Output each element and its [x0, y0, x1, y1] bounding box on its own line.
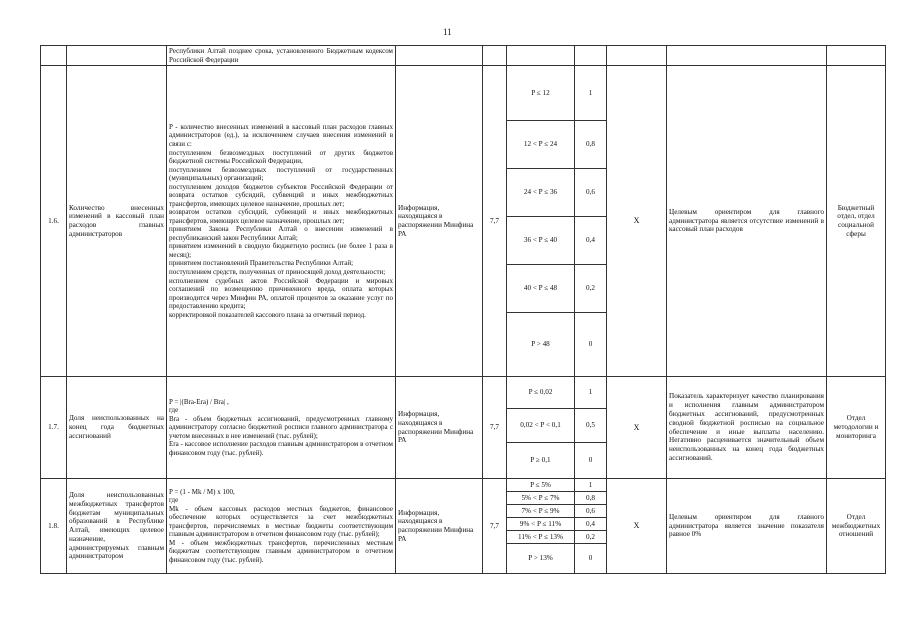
criterion-condition: 5% < P ≤ 7% — [507, 492, 575, 505]
criterion-score: 1 — [575, 479, 607, 492]
criterion-condition: P ≤ 5% — [507, 479, 575, 492]
applicability-mark: X — [607, 377, 667, 479]
formula-line: Era - кассовое исполнение расходов главным администратором в отчетном финансовом году (тыс. рублей). — [169, 440, 393, 457]
criterion-score: 0,6 — [575, 169, 607, 217]
indicator-weight: 7,7 — [483, 377, 507, 479]
indicator-number: 1.6. — [41, 66, 67, 377]
formula-line: P = (1 - Mk / M) x 100, — [169, 487, 235, 496]
formula-line: M - объем межбюджетных трансфертов, перечисленных местным бюджетам соответствующим главным администратором в отчетном финансовом году (тыс. рублей). — [169, 538, 393, 564]
criterion-condition: 9% < P ≤ 11% — [507, 518, 575, 531]
criterion-score: 0,4 — [575, 518, 607, 531]
criterion-score: 0 — [575, 443, 607, 479]
indicator-formula — [167, 377, 396, 479]
formula-line: принятием постановлений Правительства Республики Алтай; — [169, 259, 354, 268]
indicator-name: Количество внесенных изменений в кассовый план расходов главных администраторов — [67, 66, 167, 377]
criterion-score: 0,6 — [575, 505, 607, 518]
evaluation-table — [40, 45, 886, 574]
criterion-score: 0,5 — [575, 409, 607, 443]
formula-line: исполнением судебных актов Российской Федерации и мировых соглашений по возмещению причиненного вреда, оплата которых производится через Минфин РА, оплатой процентов за оказание услуг по предоставлению кредита; — [169, 276, 393, 311]
formula-line: принятием Закона Республики Алтай о внесении изменений в республиканский закон Республики Алтай; — [169, 225, 393, 242]
cont-criteria — [507, 46, 575, 66]
responsible-dept: Отдел методологии и мониторинга — [827, 377, 886, 479]
target-goal: Целевым ориентиром для главного администратора является отсутствие изменений в кассовый план расходов — [667, 66, 827, 377]
formula-line: где — [169, 406, 179, 415]
formula-line: принятием изменений в сводную бюджетную роспись (не более 1 раза в месяц); — [169, 242, 393, 259]
cont-source — [396, 46, 483, 66]
criterion-condition: P > 13% — [507, 544, 575, 574]
criterion-score: 0,8 — [575, 492, 607, 505]
data-source: Информация, находящаяся в распоряжении Минфина РА — [396, 377, 483, 479]
criterion-condition: P ≤ 0,02 — [507, 377, 575, 409]
indicator-formula — [167, 479, 396, 574]
criterion-condition: 11% < P ≤ 13% — [507, 531, 575, 544]
indicator-row — [41, 377, 886, 409]
criterion-score: 1 — [575, 66, 607, 121]
formula-line: корректировкой показателей кассового плана за отчетный период. — [169, 310, 366, 319]
data-source: Информация, находящаяся в распоряжении Минфина РА — [396, 479, 483, 574]
formula-line: где — [169, 496, 179, 505]
formula-line: поступлением доходов бюджетов субъектов Российской Федерации от возврата остатков субсидий, субвенций и иных межбюджетных трансфертов, имеющих целевое назначение, прошлых лет; — [169, 182, 393, 208]
criterion-condition: 36 < P ≤ 40 — [507, 217, 575, 265]
indicator-number: 1.8. — [41, 479, 67, 574]
criterion-condition: P ≤ 12 — [507, 66, 575, 121]
indicator-name: Доля неиспользованных межбюджетных трансфертов бюджетам муниципальных образований в Республике Алтай, имеющих целевое назначение, администрируемых главным администратором — [67, 479, 167, 574]
responsible-dept: Отдел межбюджетных отношений — [827, 479, 886, 574]
criterion-condition: 0,02 < P < 0,1 — [507, 409, 575, 443]
applicability-mark: X — [607, 66, 667, 377]
formula-line: поступлением безвозмездных поступлений от государственных (муниципальных) организаций; — [169, 165, 393, 183]
criterion-condition: 12 < P ≤ 24 — [507, 121, 575, 169]
criterion-score: 0 — [575, 544, 607, 574]
page-number: 11 — [443, 27, 452, 37]
formula-line: P = |(Bra-Era) / Bra| , — [169, 397, 229, 406]
cont-name — [67, 46, 167, 66]
applicability-mark: X — [607, 479, 667, 574]
criterion-condition: 7% < P ≤ 9% — [507, 505, 575, 518]
criterion-score: 0,8 — [575, 121, 607, 169]
cont-formula: Республики Алтай позднее срока, установленного Бюджетным кодексом Российской Федерации — [167, 46, 396, 66]
indicator-weight: 7,7 — [483, 479, 507, 574]
formula-line: Bra - объем бюджетных ассигнований, предусмотренных главному администратору согласно бюджетной росписи главного администратора с учетом внесенных в нее изменений (тыс. рублей); — [169, 414, 393, 440]
criterion-score: 0 — [575, 313, 607, 377]
indicator-number: 1.7. — [41, 377, 67, 479]
continuation-row — [41, 46, 886, 66]
target-goal: Показатель характеризует качество планирования и исполнения главным администратором бюджетных ассигнований, предусмотренных сводной бюджетной росписью на социальное обеспечение и иные выплаты населению. Негативно расценивается значительный объем неиспользованных на конец года бюджетных ассигнований. — [667, 377, 827, 479]
criterion-score: 0,2 — [575, 265, 607, 313]
criterion-condition: P ≥ 0,1 — [507, 443, 575, 479]
target-goal: Целевым ориентиром для главного администратора является значение показателя равное 0% — [667, 479, 827, 574]
indicator-row — [41, 479, 886, 492]
criterion-score: 1 — [575, 377, 607, 409]
formula-line: поступлением средств, полученных от приносящей доход деятельности; — [169, 267, 386, 276]
indicator-name: Доля неиспользованных на конец года бюджетных ассигнований — [67, 377, 167, 479]
criterion-condition: P > 48 — [507, 313, 575, 377]
responsible-dept: Бюджетный отдел, отдел социальной сферы — [827, 66, 886, 377]
formula-line: возвратом остатков субсидий, субвенций и иных межбюджетных трансфертов, имеющих целевое назначение, прошлых лет; — [169, 208, 393, 225]
data-source: Информация, находящаяся в распоряжении Минфина РА — [396, 66, 483, 377]
indicator-formula — [167, 66, 396, 377]
criterion-score: 0,4 — [575, 217, 607, 265]
cont-weight — [483, 46, 507, 66]
cont-score — [575, 46, 607, 66]
criterion-condition: 24 < P ≤ 36 — [507, 169, 575, 217]
indicator-weight: 7,7 — [483, 66, 507, 377]
formula-line: Mk - объем кассовых расходов местных бюджетов, финансовое обеспечение которых осуществляется за счет межбюджетных трансфертов, перечисляемых в местные бюджеты соответствующим главным администратором в отчетном финансовом году (тыс. рублей); — [169, 504, 393, 539]
formula-line: P - количество внесенных изменений в кассовый план расходов главных администраторов (ед.), за исключением случаев внесения изменений в связи с: — [169, 122, 393, 149]
cont-responsible — [827, 46, 886, 66]
cont-num — [41, 46, 67, 66]
cont-goal — [667, 46, 827, 66]
criterion-score: 0,2 — [575, 531, 607, 544]
criterion-condition: 40 < P ≤ 48 — [507, 265, 575, 313]
indicator-row — [41, 66, 886, 121]
formula-line: поступлением безвозмездных поступлений от других бюджетов бюджетной системы Российской Федерации, — [169, 148, 393, 166]
cont-mark — [607, 46, 667, 66]
